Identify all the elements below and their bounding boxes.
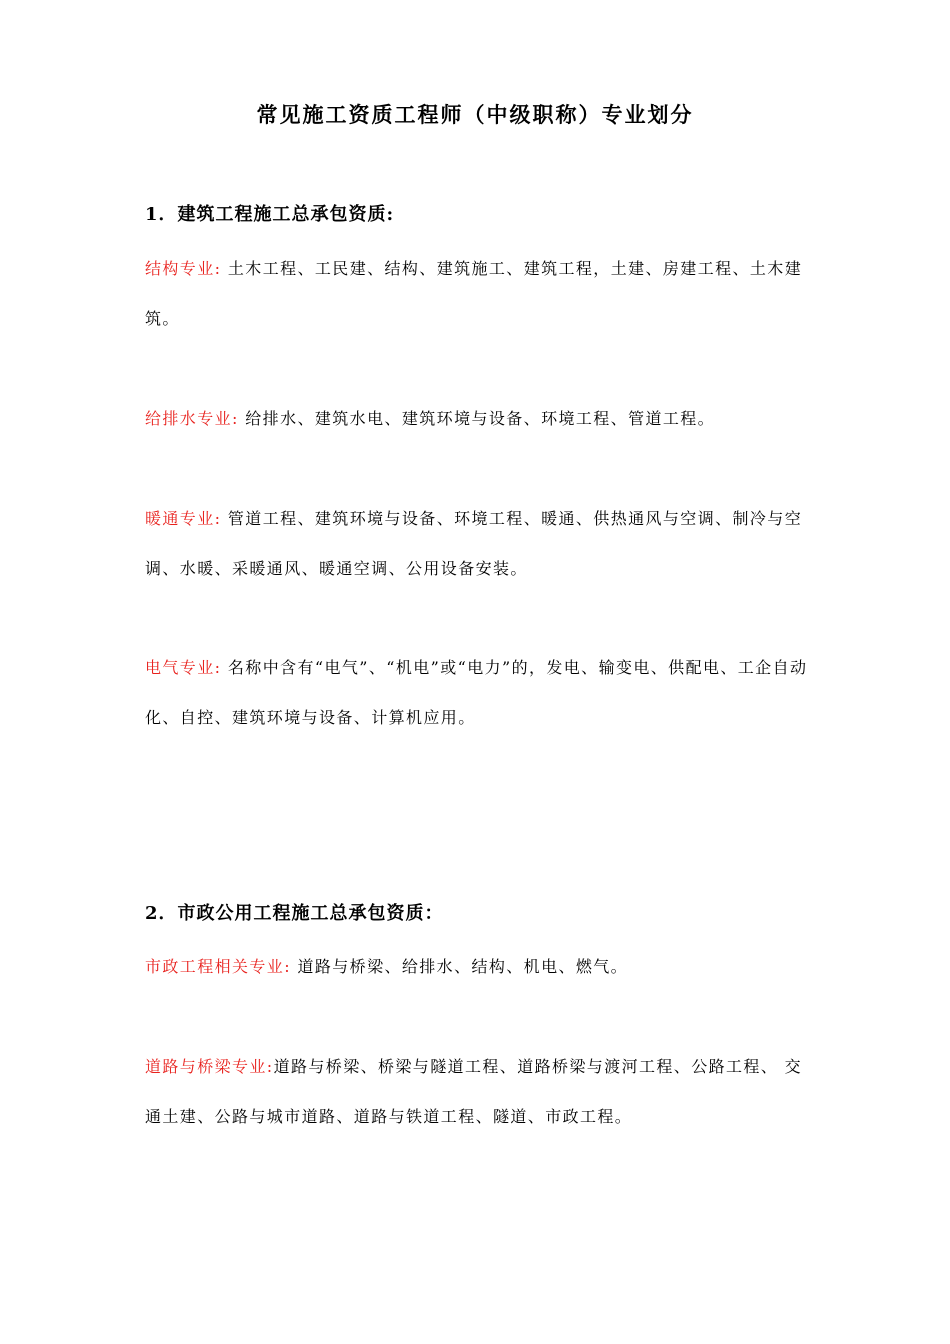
water-supply-major-text: 给排水、建筑水电、建筑环境与设备、环境工程、管道工程。	[238, 409, 716, 428]
water-supply-major-label: 给排水专业:	[145, 409, 239, 428]
hvac-major-paragraph	[145, 494, 817, 594]
road-bridge-major-text: 道路与桥梁、桥梁与隧道工程、道路桥梁与渡河工程、公路工程、 交通土建、公路与城市道路、道路与铁道工程、隧道、市政工程。	[145, 1057, 803, 1126]
section-1-heading: 1．建筑工程施工总承包资质:	[145, 204, 395, 225]
structure-major-paragraph	[145, 244, 817, 344]
road-bridge-major-paragraph	[145, 1042, 817, 1142]
municipal-major-paragraph	[145, 942, 817, 992]
hvac-major-text: 管道工程、建筑环境与设备、环境工程、暖通、供热通风与空调、制冷与空调、水暖、采暖通风、暖通空调、公用设备安装。	[145, 509, 803, 578]
municipal-major-label: 市政工程相关专业:	[145, 957, 291, 976]
electrical-major-label: 电气专业:	[145, 658, 222, 677]
structure-major-label: 结构专业:	[145, 259, 222, 278]
municipal-major-text: 道路与桥梁、给排水、结构、机电、燃气。	[291, 957, 629, 976]
structure-major-text: 土木工程、工民建、结构、建筑施工、建筑工程，土建、房建工程、土木建筑。	[145, 259, 803, 328]
hvac-major-label: 暖通专业:	[145, 509, 222, 528]
section-2-heading: 2．市政公用工程施工总承包资质：	[145, 903, 444, 924]
water-supply-major-paragraph	[145, 394, 817, 444]
document-title: 常见施工资质工程师（中级职称）专业划分	[256, 102, 694, 127]
electrical-major-text: 名称中含有“电气”、“机电”或“电力”的，发电、输变电、供配电、工企自动化、自控、建筑环境与设备、计算机应用。	[145, 658, 808, 727]
electrical-major-paragraph	[145, 643, 817, 743]
road-bridge-major-label: 道路与桥梁专业:	[145, 1057, 274, 1076]
